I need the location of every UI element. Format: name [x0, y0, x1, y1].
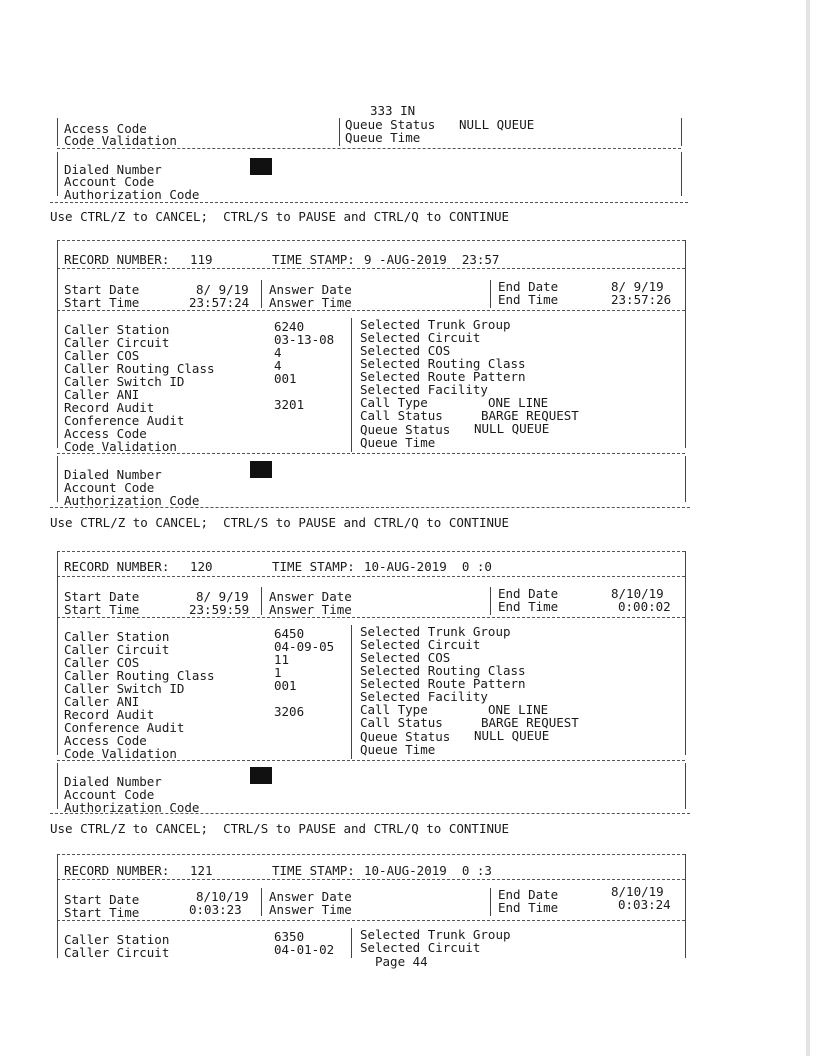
start-date-label: Start Date — [64, 282, 140, 297]
instructions-line: Use CTRL/Z to CANCEL; CTRL/S to PAUSE and CTRL/Q to CONTINUE — [50, 209, 510, 224]
queue-status-label: Queue Status — [360, 729, 451, 744]
caller-switch-id-value: 001 — [274, 678, 297, 693]
caller-circuit-label: Caller Circuit — [64, 642, 170, 657]
instructions-line: Use CTRL/Z to CANCEL; CTRL/S to PAUSE and CTRL/Q to CONTINUE — [50, 515, 510, 530]
answer-time-label: Answer Time — [269, 602, 352, 617]
conference-audit-label: Conference Audit — [64, 720, 185, 735]
end-date-label: End Date — [498, 279, 559, 294]
call-type-label: Call Type — [360, 395, 428, 410]
dialed-number-label: Dialed Number — [64, 467, 162, 482]
separator — [57, 240, 685, 241]
call-status-value: BARGE REQUEST — [481, 715, 579, 730]
box-left-edge — [57, 854, 58, 958]
record-number-value: 119 — [190, 252, 213, 267]
selected-circuit-label: Selected Circuit — [360, 330, 481, 345]
start-date-label: Start Date — [64, 589, 140, 604]
start-date-label: Start Date — [64, 892, 140, 907]
caller-circuit-value: 04-09-05 — [274, 639, 335, 654]
separator — [57, 920, 685, 921]
code-validation-label: Code Validation — [64, 746, 177, 761]
caller-switch-id-label: Caller Switch ID — [64, 681, 185, 696]
caller-station-value: 6240 — [274, 319, 305, 334]
call-type-value: ONE LINE — [488, 395, 549, 410]
caller-station-value: 6350 — [274, 929, 305, 944]
redaction-block — [250, 461, 272, 478]
start-time-label: Start Time — [64, 905, 140, 920]
selected-routing-class-label: Selected Routing Class — [360, 356, 526, 371]
access-code-label: Access Code — [64, 121, 147, 136]
answer-date-label: Answer Date — [269, 889, 352, 904]
divider — [351, 318, 352, 452]
caller-cos-value: 11 — [274, 652, 290, 667]
end-date-value: 8/ 9/19 — [611, 279, 664, 294]
box-left-edge — [57, 118, 58, 146]
queue-status-label: Queue Status — [345, 117, 436, 132]
start-time-value: 23:57:24 — [189, 295, 250, 310]
call-status-label: Call Status — [360, 408, 443, 423]
account-code-label: Account Code — [64, 480, 155, 495]
caller-station-label: Caller Station — [64, 322, 170, 337]
caller-switch-id-label: Caller Switch ID — [64, 374, 185, 389]
box-left-edge — [57, 456, 58, 502]
box-left-edge — [57, 763, 58, 809]
end-date-value: 8/10/19 — [611, 884, 664, 899]
record-number-label: RECORD NUMBER: — [64, 559, 170, 574]
selected-cos-label: Selected COS — [360, 650, 451, 665]
call-status-value: BARGE REQUEST — [481, 408, 579, 423]
queue-status-label: Queue Status — [360, 422, 451, 437]
separator — [57, 854, 685, 855]
divider — [351, 625, 352, 759]
caller-station-label: Caller Station — [64, 932, 170, 947]
separator — [50, 202, 688, 203]
separator — [57, 148, 681, 149]
caller-station-value: 6450 — [274, 626, 305, 641]
caller-circuit-value: 04-01-02 — [274, 942, 335, 957]
selected-routing-class-label: Selected Routing Class — [360, 663, 526, 678]
dialed-number-label: Dialed Number — [64, 162, 162, 177]
redaction-block — [250, 767, 272, 784]
caller-routing-class-label: Caller Routing Class — [64, 668, 215, 683]
end-date-value: 8/10/19 — [611, 586, 664, 601]
trunk-line: 333 IN — [370, 103, 416, 118]
caller-ani-label: Caller ANI — [64, 387, 140, 402]
record-audit-label: Record Audit — [64, 707, 155, 722]
box-right-edge — [681, 118, 682, 146]
time-stamp-value: 10-AUG-2019 0 :3 — [364, 863, 492, 878]
end-time-value: 0:03:24 — [618, 897, 671, 912]
selected-facility-label: Selected Facility — [360, 382, 488, 397]
selected-trunk-group-label: Selected Trunk Group — [360, 927, 511, 942]
caller-ani-label: Caller ANI — [64, 694, 140, 709]
answer-time-label: Answer Time — [269, 902, 352, 917]
selected-route-pattern-label: Selected Route Pattern — [360, 676, 526, 691]
box-right-edge — [685, 763, 686, 809]
selected-circuit-label: Selected Circuit — [360, 940, 481, 955]
time-stamp-label: TIME STAMP: — [272, 863, 355, 878]
start-time-value: 23:59:59 — [189, 602, 250, 617]
account-code-label: Account Code — [64, 174, 155, 189]
start-date-value: 8/ 9/19 — [196, 282, 249, 297]
caller-circuit-value: 03-13-08 — [274, 332, 335, 347]
instructions-line: Use CTRL/Z to CANCEL; CTRL/S to PAUSE and CTRL/Q to CONTINUE — [50, 821, 510, 836]
caller-routing-class-value: 1 — [274, 665, 282, 680]
queue-time-label: Queue Time — [360, 742, 436, 757]
end-time-label: End Time — [498, 292, 559, 307]
authorization-code-label: Authorization Code — [64, 800, 200, 815]
record-number-label: RECORD NUMBER: — [64, 252, 170, 267]
separator — [57, 760, 685, 761]
record-number-value: 121 — [190, 863, 213, 878]
selected-circuit-label: Selected Circuit — [360, 637, 481, 652]
separator — [50, 813, 690, 814]
code-validation-label: Code Validation — [64, 133, 177, 148]
divider — [261, 587, 262, 615]
call-type-label: Call Type — [360, 702, 428, 717]
page-number: Page 44 — [375, 954, 428, 969]
caller-cos-label: Caller COS — [64, 348, 140, 363]
code-validation-label: Code Validation — [64, 439, 177, 454]
start-time-label: Start Time — [64, 602, 140, 617]
redaction-block — [250, 158, 272, 175]
separator — [57, 879, 685, 880]
separator — [57, 576, 685, 577]
queue-status-value: NULL QUEUE — [459, 117, 535, 132]
divider — [351, 928, 352, 958]
box-right-edge — [685, 456, 686, 502]
separator — [57, 310, 685, 311]
answer-time-label: Answer Time — [269, 295, 352, 310]
time-stamp-label: TIME STAMP: — [272, 559, 355, 574]
start-date-value: 8/10/19 — [196, 889, 249, 904]
divider — [490, 587, 491, 615]
queue-status-value: NULL QUEUE — [474, 421, 550, 436]
separator — [57, 551, 685, 552]
record-audit-value: 3201 — [274, 397, 305, 412]
divider — [261, 280, 262, 308]
selected-cos-label: Selected COS — [360, 343, 451, 358]
end-time-value: 0:00:02 — [618, 599, 671, 614]
caller-circuit-label: Caller Circuit — [64, 335, 170, 350]
caller-cos-label: Caller COS — [64, 655, 140, 670]
access-code-label: Access Code — [64, 733, 147, 748]
box-right-edge — [685, 240, 686, 448]
end-time-value: 23:57:26 — [611, 292, 672, 307]
queue-time-label: Queue Time — [360, 435, 436, 450]
time-stamp-value: 10-AUG-2019 0 :0 — [364, 559, 492, 574]
start-time-label: Start Time — [64, 295, 140, 310]
dialed-number-label: Dialed Number — [64, 774, 162, 789]
caller-routing-class-value: 4 — [274, 358, 282, 373]
box-left-edge — [57, 551, 58, 755]
access-code-label: Access Code — [64, 426, 147, 441]
record-number-label: RECORD NUMBER: — [64, 863, 170, 878]
box-left-edge — [57, 152, 58, 196]
queue-status-value: NULL QUEUE — [474, 728, 550, 743]
caller-switch-id-value: 001 — [274, 371, 297, 386]
divider — [339, 118, 340, 146]
record-audit-label: Record Audit — [64, 400, 155, 415]
separator — [50, 507, 690, 508]
account-code-label: Account Code — [64, 787, 155, 802]
answer-date-label: Answer Date — [269, 282, 352, 297]
authorization-code-label: Authorization Code — [64, 493, 200, 508]
separator — [57, 453, 685, 454]
answer-date-label: Answer Date — [269, 589, 352, 604]
call-status-label: Call Status — [360, 715, 443, 730]
record-number-value: 120 — [190, 559, 213, 574]
time-stamp-label: TIME STAMP: — [272, 252, 355, 267]
record-audit-value: 3206 — [274, 704, 305, 719]
selected-trunk-group-label: Selected Trunk Group — [360, 624, 511, 639]
start-time-value: 0:03:23 — [189, 902, 242, 917]
end-date-label: End Date — [498, 586, 559, 601]
selected-facility-label: Selected Facility — [360, 689, 488, 704]
start-date-value: 8/ 9/19 — [196, 589, 249, 604]
end-time-label: End Time — [498, 599, 559, 614]
call-type-value: ONE LINE — [488, 702, 549, 717]
conference-audit-label: Conference Audit — [64, 413, 185, 428]
caller-cos-value: 4 — [274, 345, 282, 360]
box-right-edge — [685, 551, 686, 755]
divider — [490, 888, 491, 916]
scrollbar-track[interactable] — [806, 0, 810, 1056]
caller-circuit-label: Caller Circuit — [64, 945, 170, 960]
box-left-edge — [57, 240, 58, 448]
selected-route-pattern-label: Selected Route Pattern — [360, 369, 526, 384]
selected-trunk-group-label: Selected Trunk Group — [360, 317, 511, 332]
box-right-edge — [685, 854, 686, 958]
end-time-label: End Time — [498, 900, 559, 915]
separator — [57, 617, 685, 618]
end-date-label: End Date — [498, 887, 559, 902]
separator — [57, 268, 685, 269]
authorization-code-label: Authorization Code — [64, 187, 200, 202]
caller-routing-class-label: Caller Routing Class — [64, 361, 215, 376]
queue-time-label: Queue Time — [345, 130, 421, 145]
box-right-edge — [681, 152, 682, 196]
divider — [261, 888, 262, 916]
caller-station-label: Caller Station — [64, 629, 170, 644]
time-stamp-value: 9 -AUG-2019 23:57 — [364, 252, 500, 267]
divider — [490, 280, 491, 308]
